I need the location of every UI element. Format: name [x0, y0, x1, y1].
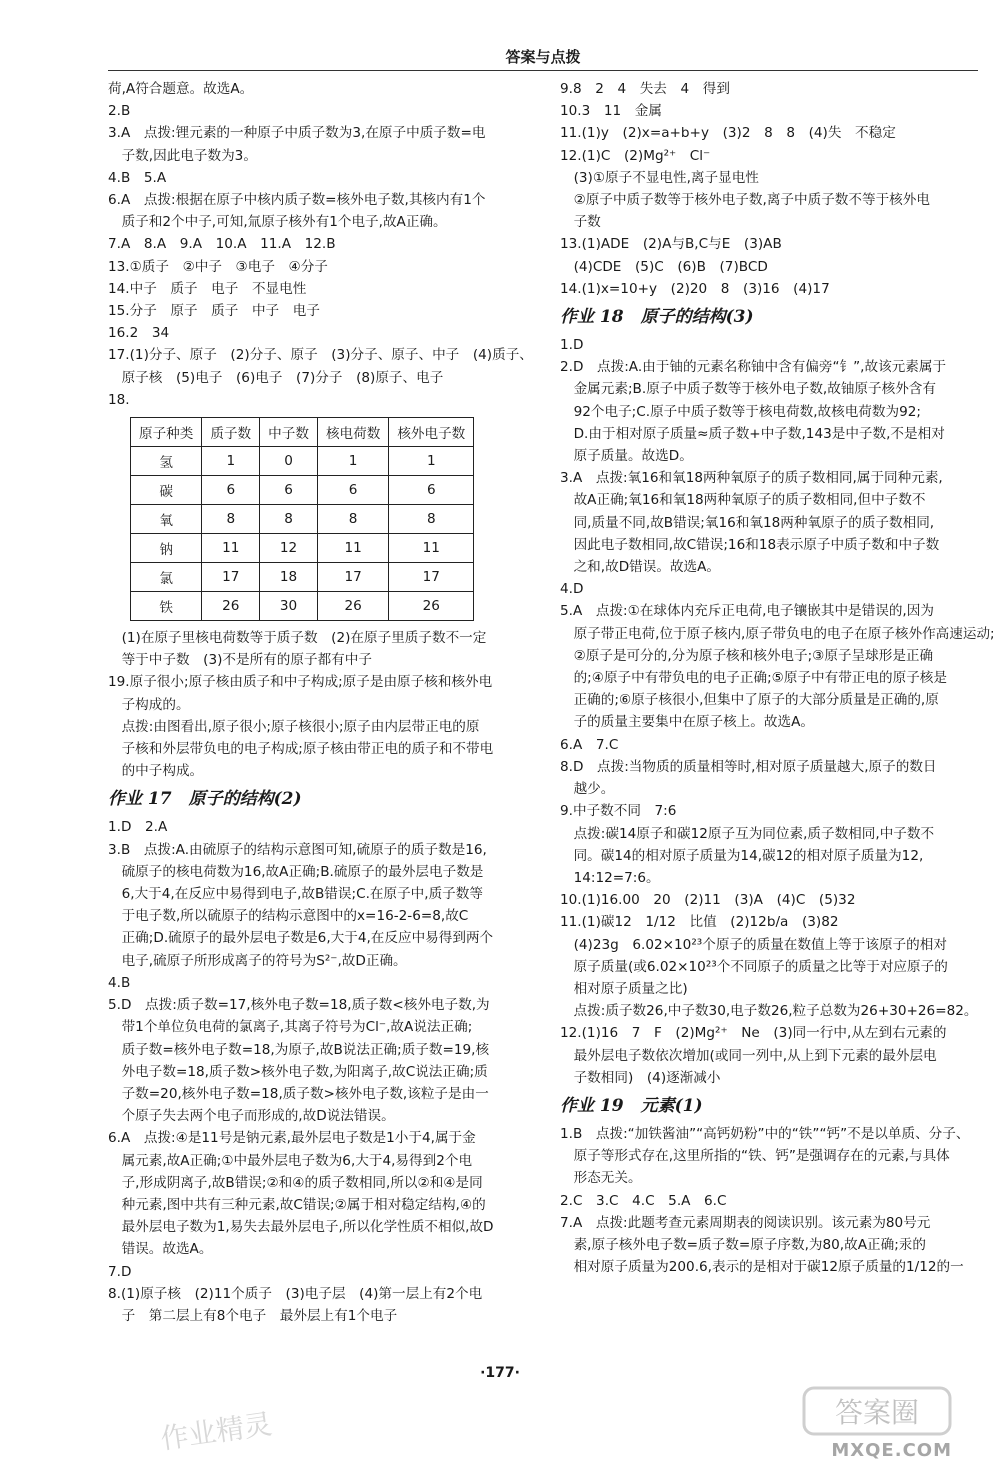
atom-table-row [131, 563, 474, 592]
answer-line: 子数,因此电子数为3。 [108, 147, 257, 164]
answer-line: 质子和2个中子,可知,氚原子核外有1个电子,故A正确。 [108, 214, 447, 231]
atom-table-cell: 17 [202, 563, 260, 592]
answer-line: 形态无关。 [560, 1170, 642, 1187]
atom-table-header-cell: 原子种类 [131, 418, 202, 447]
atom-table-header-cell: 核外电子数 [389, 418, 474, 447]
header-title: 答案与点拨 [505, 48, 581, 66]
answer-line: 外电子数=18,质子数>核外电子数,为阳离子,故C说法正确;质 [108, 1063, 488, 1080]
answer-line: ②原子是可分的,分为原子核和核外电子;③原子呈球形是正确 [560, 647, 934, 664]
section-17-title: 作业 17 原子的结构(2) [108, 789, 302, 810]
answer-line: 原子质量。故选D。 [560, 448, 693, 465]
answer-line: 原子带正电荷,位于原子核内,原子带负电的电子在原子核外作高速运动; [560, 625, 995, 642]
atom-table-cell: 12 [260, 534, 318, 563]
answer-line: 6.A 点拨:根据在原子中核内质子数=核外电子数,其核内有1个 [108, 192, 486, 209]
atom-table-cell: 1 [389, 447, 474, 476]
atom-table-cell: 18 [260, 563, 318, 592]
answer-line: 1.D 2.A [108, 819, 168, 836]
answer-line: 6.A 点拨:④是11号是钠元素,最外层电子数是1小于4,属于金 [108, 1130, 476, 1147]
answer-line: 4.B 5.A [108, 169, 167, 186]
right-answers-top [560, 78, 980, 300]
answer-line: 10.3 11 金属 [560, 103, 662, 120]
atom-table-header-cell: 核电荷数 [317, 418, 388, 447]
answer-line: 6,大于4,在反应中易得到电子,故B错误;C.在原子中,质子数等 [108, 886, 483, 903]
atom-table [130, 417, 474, 621]
atom-table-cell: 8 [202, 505, 260, 534]
answer-line: 种元素,图中共有三种元素,故C错误;②属于相对稳定结构,④的 [108, 1196, 486, 1213]
answer-line: 子 第二层上有8个电子 最外层上有1个电子 [108, 1307, 398, 1324]
atom-table-cell: 6 [389, 476, 474, 505]
atom-table-cell: 钠 [131, 534, 202, 563]
atom-table-cell: 11 [317, 534, 388, 563]
watermark-stamp: 作业精灵 [158, 1407, 274, 1456]
right-column [560, 78, 995, 1278]
answer-line: 2.B [108, 103, 131, 120]
answer-line: 5.A 点拨:①在球体内充斥正电荷,电子镶嵌其中是错误的,因为 [560, 603, 934, 620]
answer-line: 15.分子 原子 质子 中子 电子 [108, 303, 320, 320]
section-17-answers [108, 816, 528, 1327]
answer-line: 素,原子核外电子数=质子数=原子序数,为80,故A正确;汞的 [560, 1236, 926, 1253]
atom-table-cell: 17 [317, 563, 388, 592]
answer-line: 7.D [108, 1263, 132, 1280]
answer-line: 硫原子的核电荷数为16,故A正确;B.硫原子的最外层电子数是 [108, 863, 484, 880]
answer-line: 子数 [560, 214, 601, 231]
answer-line: 19.原子很小;原子核由质子和中子构成;原子是由原子核和核外电 [108, 674, 493, 691]
answer-line: 2.C 3.C 4.C 5.A 6.C [560, 1192, 727, 1209]
answer-line: 同,质量不同,故B错误;氧16和氧18两种氧原子的质子数相同, [560, 514, 935, 531]
atom-table-cell: 6 [260, 476, 318, 505]
answer-line: 质子数=核外电子数=18,为原子,故B说法正确;质子数=19,核 [108, 1041, 490, 1058]
answer-line: 17.(1)分子、原子 (2)分子、原子 (3)分子、原子、中子 (4)质子、 [108, 347, 533, 364]
answer-line: 子核和外层带负电的电子构成;原子核由带正电的质子和不带电 [108, 741, 494, 758]
answer-line: 5.D 点拨:质子数=17,核外电子数=18,质子数<核外电子数,为 [108, 997, 490, 1014]
answer-line: 相对原子质量之比) [560, 980, 688, 997]
answer-line: (1)在原子里核电荷数等于质子数 (2)在原子里质子数不一定 [108, 630, 487, 647]
answer-line: 子构成的。 [108, 696, 190, 713]
atom-table-cell: 26 [389, 592, 474, 621]
atom-table-row [131, 476, 474, 505]
answer-line: 于电子数,所以硫原子的结构示意图中的x=16-2-6=8,故C [108, 908, 469, 925]
answer-line: 10.(1)16.00 20 (2)11 (3)A (4)C (5)32 [560, 892, 856, 909]
atom-table-cell: 氧 [131, 505, 202, 534]
answer-line: 7.A 点拨:此题考查元素周期表的阅读识别。该元素为80号元 [560, 1214, 931, 1231]
atom-table-header [131, 418, 474, 447]
answer-line: 因此电子数相同,故C错误;16和18表示原子中质子数和中子数 [560, 536, 940, 553]
answer-line: 9.中子数不同 7:6 [560, 803, 677, 820]
answer-line: 14.(1)x=10+y (2)20 8 (3)16 (4)17 [560, 280, 830, 297]
section-19-answers [560, 1123, 980, 1278]
atom-table-cell: 26 [202, 592, 260, 621]
answer-line: 8.(1)原子核 (2)11个质子 (3)电子层 (4)第一层上有2个电 [108, 1285, 483, 1302]
answer-line: 8.D 点拨:当物质的质量相等时,相对原子质量越大,原子的数日 [560, 758, 937, 775]
answer-line: 子数=20,核外电子数=18,质子数>核外电子数,该粒子是由一 [108, 1085, 489, 1102]
answer-line: 最外层电子数为1,易失去最外层电子,所以化学性质不相似,故D [108, 1219, 494, 1236]
answer-line: 11.(1)y (2)x=a+b+y (3)2 8 8 (4)失 不稳定 [560, 125, 896, 142]
answer-line: 2.D 点拨:A.由于铀的元素名称铀中含有偏旁“钅”,故该元素属于 [560, 359, 947, 376]
answer-line: 点拨:碳14原子和碳12原子互为同位素,质子数相同,中子数不 [560, 825, 935, 842]
answer-line: 3.A 点拨:锂元素的一种原子中质子数为3,在原子中质子数=电 [108, 125, 486, 142]
answer-line: 92个电子;C.原子中质子数等于核电荷数,故核电荷数为92; [560, 403, 921, 420]
answer-line: 故A正确;氧16和氧18两种氧原子的质子数相同,但中子数不 [560, 492, 926, 509]
answer-line: 18. [108, 391, 130, 408]
answer-line: 16.2 34 [108, 325, 170, 342]
answer-line: (4)CDE (5)C (6)B (7)BCD [560, 258, 768, 275]
atom-table-cell: 6 [317, 476, 388, 505]
answer-line: 错误。故选A。 [108, 1241, 213, 1258]
answer-line: 点拨:由图看出,原子很小;原子核很小;原子由内层带正电的原 [108, 718, 480, 735]
atom-table-row [131, 592, 474, 621]
atom-table-cell: 17 [389, 563, 474, 592]
left-answers-top [108, 78, 533, 411]
answer-line: 1.B 点拨:“加铁酱油”“高钙奶粉”中的“铁”“钙”不是以单质、分子、 [560, 1125, 970, 1142]
atom-table-cell: 8 [389, 505, 474, 534]
atom-table-cell: 8 [260, 505, 318, 534]
atom-table-cell: 0 [260, 447, 318, 476]
answer-line: 原子质量(或6.02×10²³个不同原子的质量之比等于对应原子的 [560, 958, 948, 975]
answer-line: 的中子构成。 [108, 763, 204, 780]
answer-line: ②原子中质子数等于核外电子数,离子中质子数不等于核外电 [560, 192, 930, 209]
answer-line: 子的质量主要集中在原子核上。故选A。 [560, 714, 814, 731]
answer-line: 9.8 2 4 失去 4 得到 [560, 81, 730, 97]
left-column [108, 78, 533, 1327]
answer-line: (4)23g 6.02×10²³个原子的质量在数值上等于该原子的相对 [560, 936, 947, 953]
answer-line: 个原子失去两个电子而形成的,故D说法错误。 [108, 1108, 395, 1125]
answer-line: 属元素,故A正确;①中最外层电子数为6,大于4,易得到2个电 [108, 1152, 473, 1169]
atom-table-cell: 30 [260, 592, 318, 621]
answer-line: 原子等形式存在,这里所指的“铁、钙”是强调存在的元素,与具体 [560, 1148, 950, 1165]
page-header [108, 40, 978, 71]
section-18-title: 作业 18 原子的结构(3) [560, 307, 754, 328]
answer-line: 13.(1)ADE (2)A与B,C与E (3)AB [560, 236, 782, 253]
left-answers-after-table [108, 627, 528, 782]
answer-line: 11.(1)碳12 1/12 比值 (2)12b/a (3)82 [560, 914, 839, 931]
atom-table-header-cell: 中子数 [260, 418, 318, 447]
answer-line: 3.B 点拨:A.由硫原子的结构示意图可知,硫原子的质子数是16, [108, 841, 487, 858]
answer-line: 12.(1)C (2)Mg²⁺ Cl⁻ [560, 147, 711, 164]
atom-table-cell: 11 [389, 534, 474, 563]
answer-line: 12.(1)16 7 F (2)Mg²⁺ Ne (3)同一行中,从左到右元素的 [560, 1025, 947, 1042]
answer-line: 6.A 7.C [560, 736, 619, 753]
answer-line: 4.B [108, 974, 131, 991]
answer-line: D.由于相对原子质量≈质子数+中子数,143是中子数,不是相对 [560, 425, 945, 442]
answer-line: 原子核 (5)电子 (6)电子 (7)分子 (8)原子、电子 [108, 369, 444, 386]
answer-line: 相对原子质量为200.6,表示的是相对于碳12原子质量的1/12的一 [560, 1259, 964, 1276]
answer-line: 金属元素;B.原子中质子数等于核外电子数,故铀原子核外含有 [560, 381, 936, 398]
answer-line: 点拨:质子数26,中子数30,电子数26,粒子总数为26+30+26=82。 [560, 1003, 978, 1020]
answer-line: 13.①质子 ②中子 ③电子 ④分子 [108, 258, 328, 275]
answer-line: 之和,故D错误。故选A。 [560, 559, 721, 576]
answer-line: 正确;D.硫原子的最外层电子数是6,大于4,在反应中易得到两个 [108, 930, 494, 947]
atom-table-header-cell: 质子数 [202, 418, 260, 447]
section-19-title: 作业 19 元素(1) [560, 1095, 703, 1116]
answer-line: 子数相同) (4)逐渐减小 [560, 1069, 721, 1086]
answer-line: 3.A 点拨:氧16和氧18两种氧原子的质子数相同,属于同种元素, [560, 470, 943, 487]
answer-line: 14.中子 质子 电子 不显电性 [108, 280, 307, 297]
answer-line: (3)①原子不显电性,离子显电性 [560, 169, 759, 186]
atom-table-cell: 6 [202, 476, 260, 505]
answer-line: 的;④原子中有带负电的电子正确;⑤原子中有带正电的原子核是 [560, 670, 947, 687]
section-18-answers [560, 334, 995, 1089]
watermark-logo [802, 1382, 952, 1438]
answer-line: 子,形成阴离子,故B错误;②和④的质子数相同,所以②和④是同 [108, 1174, 483, 1191]
answer-line: 荷,A符合题意。故选A。 [108, 81, 254, 97]
answer-line: 7.A 8.A 9.A 10.A 11.A 12.B [108, 236, 336, 253]
atom-table-cell: 铁 [131, 592, 202, 621]
answer-line: 1.D [560, 337, 584, 354]
answer-line: 正确的;⑥原子核很小,但集中了原子的大部分质量是正确的,原 [560, 692, 939, 709]
atom-table-cell: 氢 [131, 447, 202, 476]
answer-line: 越少。 [560, 781, 615, 798]
page-number: ·177· [480, 1365, 520, 1381]
atom-table-cell: 碳 [131, 476, 202, 505]
answer-line: 4.D [560, 581, 584, 598]
watermark-logo-text: 答案圈 [834, 1396, 920, 1429]
atom-table-cell: 氯 [131, 563, 202, 592]
answer-line: 带1个单位负电荷的氯离子,其离子符号为Cl⁻,故A说法正确; [108, 1019, 473, 1036]
atom-table-row [131, 447, 474, 476]
answer-line: 电子,硫原子所形成离子的符号为S²⁻,故D正确。 [108, 952, 407, 969]
atom-table-cell: 11 [202, 534, 260, 563]
atom-table-row [131, 534, 474, 563]
atom-table-cell: 1 [317, 447, 388, 476]
answer-line: 14:12=7:6。 [560, 869, 660, 886]
answer-line: 等于中子数 (3)不是所有的原子都有中子 [108, 652, 372, 669]
answer-line: 最外层电子数依次增加(或同一列中,从上到下元素的最外层电 [560, 1047, 937, 1064]
atom-table-cell: 26 [317, 592, 388, 621]
atom-table-cell: 8 [317, 505, 388, 534]
answer-line: 同。碳14的相对原子质量为14,碳12的相对原子质量为12, [560, 847, 924, 864]
watermark-site: MXQE.COM [831, 1440, 952, 1461]
atom-table-body [131, 447, 474, 621]
atom-table-row [131, 505, 474, 534]
atom-table-cell: 1 [202, 447, 260, 476]
